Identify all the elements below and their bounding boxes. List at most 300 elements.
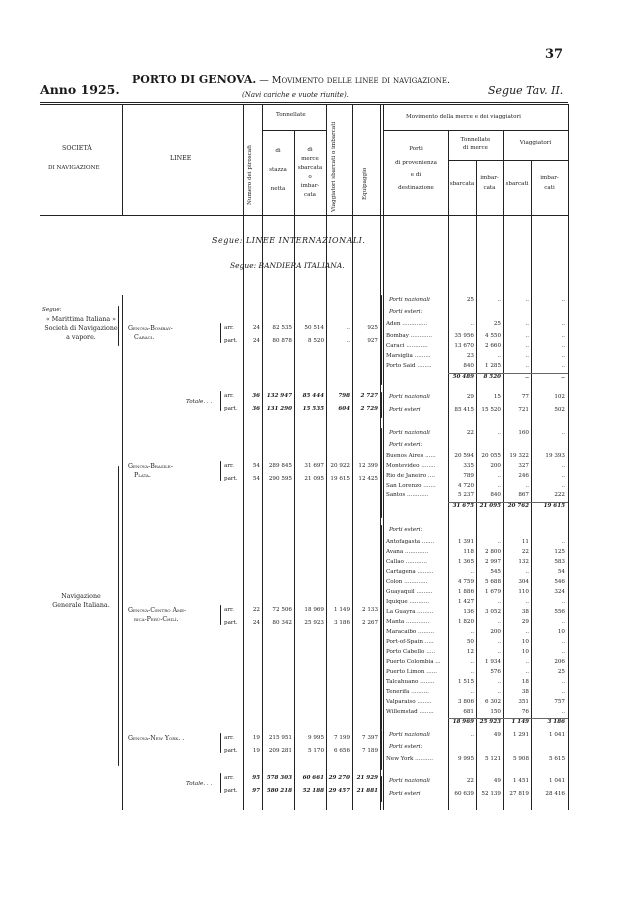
port-cell: 20 055 [481, 453, 501, 459]
line-part-row-cell: 19 615 [330, 476, 350, 482]
line-name-2: Plata. [134, 472, 151, 479]
port-cell: 31 675 [452, 503, 474, 509]
port-cell: 2 997 [484, 559, 501, 565]
port-name: Cartagena ......... [386, 569, 434, 575]
totale-part-row-cell: 15 535 [302, 406, 324, 412]
port-cell: 60 639 [454, 791, 474, 797]
col-sep-6 [352, 104, 353, 810]
table-top-rule [40, 102, 568, 103]
port-cell: .. [525, 569, 529, 575]
port-cell: 4 550 [484, 333, 501, 339]
port-cell: 25 [466, 297, 474, 303]
port-brace [381, 730, 382, 770]
port-name: Porti esteri: [389, 527, 423, 533]
header-equipaggio: Equipaggio [362, 167, 368, 200]
line-name: Genova-New York. . [128, 735, 185, 742]
table-top-rule-2 [40, 104, 568, 105]
header-porti-4: destinazione [398, 185, 434, 191]
port-name: Puerto Limon ...... [386, 669, 437, 675]
port-name: Porti esteri: [389, 309, 423, 315]
port-cell: .. [561, 619, 565, 625]
port-cell: 22 [466, 430, 474, 436]
port-brace [381, 525, 382, 730]
totale-arr-row-label: arr. [224, 775, 234, 781]
header-tonn-merce-1: Tonnellate [460, 137, 491, 143]
line-arr-row-cell: 19 [252, 735, 260, 741]
port-cell: 351 [518, 699, 529, 705]
company-1-line2: « Marittima Italiana » [45, 316, 117, 323]
header-societa: SOCIETÀ [62, 145, 92, 152]
port-cell: 200 [490, 629, 501, 635]
port-cell: 335 [463, 463, 474, 469]
totale-arr-row-cell: 21 929 [356, 775, 378, 781]
port-cell: 1 451 [512, 778, 529, 784]
port-cell: 3 186 [547, 719, 565, 725]
line-part-row-cell: 2 267 [361, 620, 378, 626]
port-cell: .. [470, 732, 474, 738]
port-name: La Guayra ......... [386, 609, 434, 615]
port-cell: 21 095 [479, 503, 501, 509]
port-name: Porti nazionali [389, 778, 430, 784]
port-cell: 721 [518, 407, 529, 413]
section-title-1: Segue: LINEE INTERNAZIONALI. [212, 236, 366, 245]
port-cell: .. [561, 297, 565, 303]
port-cell: 206 [554, 659, 565, 665]
line-part-row-cell: 209 281 [268, 748, 292, 754]
port-cell: 132 [518, 559, 529, 565]
port-cell: 304 [518, 579, 529, 585]
port-cell: 9 995 [457, 756, 474, 762]
port-brace [381, 295, 382, 385]
port-cell: .. [561, 321, 565, 327]
line-part-row-cell: 12 425 [358, 476, 378, 482]
port-name: New York .......... [386, 756, 433, 762]
port-cell: 5 615 [548, 756, 565, 762]
port-cell: .. [470, 659, 474, 665]
port-cell: .. [497, 297, 501, 303]
port-cell: 1 365 [457, 559, 474, 565]
header-sbarcati: sbarcati [505, 181, 529, 187]
line-part-row-cell: 80 342 [272, 620, 292, 626]
line-arr-row-label: arr. [224, 735, 234, 741]
line-part-row-cell: 80 878 [272, 338, 292, 344]
anno-label: Anno 1925. [40, 82, 120, 97]
port-cell: .. [497, 430, 501, 436]
totale-arr-row-cell: 2 727 [360, 393, 378, 399]
totale-part-row-cell: 604 [338, 406, 350, 412]
port-cell: 681 [463, 709, 474, 715]
port-cell: .. [561, 679, 565, 685]
port-cell: 20 594 [454, 453, 474, 459]
header-porti-2: di provenienza [395, 160, 437, 166]
line-brace [220, 605, 221, 625]
port-cell: 29 [521, 619, 529, 625]
port-cell: 222 [554, 492, 565, 498]
port-cell: .. [525, 297, 529, 303]
totale-label: Totale. . . [186, 399, 213, 405]
port-name: Porto Said ........ [386, 363, 432, 369]
line-part-row-label: part. [224, 620, 238, 626]
submerce-rule [448, 160, 568, 161]
port-cell: 50 [466, 639, 474, 645]
port-cell: 10 [521, 639, 529, 645]
totale-arr-row-cell: 85 444 [302, 393, 324, 399]
line-name: Genova-Centro Ame- [128, 607, 187, 614]
totale-part-row-cell: 29 457 [328, 788, 350, 794]
totale-part-row-cell: 131 290 [266, 406, 292, 412]
line-name-2: rica-Perù-Chilì. [134, 616, 179, 623]
section-title-2: Segue: BANDIERA ITALIANA. [230, 261, 345, 270]
port-name: Porti nazionali [389, 394, 430, 400]
line-arr-row-cell: 50 514 [304, 325, 324, 331]
port-cell: 136 [463, 609, 474, 615]
line-arr-row-cell: 9 995 [307, 735, 324, 741]
port-cell: .. [497, 483, 501, 489]
port-cell: 1 041 [548, 778, 565, 784]
subtotal-rule [448, 502, 568, 503]
port-cell: 49 [493, 732, 501, 738]
port-name: Porti nazionali [389, 732, 430, 738]
port-cell: 125 [554, 549, 565, 555]
port-cell: 576 [490, 669, 501, 675]
line-arr-row-label: arr. [224, 325, 234, 331]
port-cell: 25 [557, 669, 565, 675]
port-cell: .. [561, 343, 565, 349]
line-brace [220, 323, 221, 343]
port-cell: .. [497, 599, 501, 605]
port-cell: 3 052 [484, 609, 501, 615]
line-part-row-cell: .. [346, 338, 350, 344]
line-name-2: Caraci. [134, 334, 155, 341]
totale-part-row-cell: 580 218 [266, 788, 292, 794]
header-merce-5: imbar- [300, 183, 320, 189]
port-cell: 11 [521, 539, 529, 545]
header-movimento: Movimento della merce e dei viaggiatori [406, 114, 521, 120]
port-name: Maracaibo ......... [386, 629, 435, 635]
port-cell: 29 [466, 394, 474, 400]
port-name: San Lorenzo ....... [386, 483, 436, 489]
line-arr-row-cell: 22 [252, 607, 260, 613]
port-cell: .. [470, 569, 474, 575]
line-brace [220, 733, 221, 753]
port-cell: .. [497, 679, 501, 685]
totale-arr-row-cell: 29 270 [328, 775, 350, 781]
port-cell: 789 [463, 473, 474, 479]
header-stazza-2: stazza [269, 167, 287, 173]
line-arr-row-cell: 289 845 [268, 463, 292, 469]
port-cell: 118 [463, 549, 474, 555]
port-cell: 5 237 [457, 492, 474, 498]
line-part-row-cell: 8 520 [307, 338, 324, 344]
port-cell: .. [525, 343, 529, 349]
port-name: Antofagasta ....... [386, 539, 435, 545]
port-cell: .. [525, 669, 529, 675]
port-cell: 110 [518, 589, 529, 595]
totale-label: Totale. . . [186, 781, 213, 787]
company-1-segue: Segue: [42, 307, 62, 313]
port-cell: .. [561, 639, 565, 645]
port-cell: .. [561, 599, 565, 605]
totale-arr-row-cell: 36 [252, 393, 260, 399]
port-cell: .. [525, 333, 529, 339]
totale-arr-row-label: arr. [224, 393, 234, 399]
port-cell: 38 [521, 609, 529, 615]
port-cell: 50 489 [452, 374, 474, 380]
port-cell: 27 819 [509, 791, 529, 797]
header-merce-1: di [307, 147, 313, 153]
port-name: Bombay ............ [386, 333, 432, 339]
port-cell: .. [561, 473, 565, 479]
port-cell: 1 041 [548, 732, 565, 738]
port-cell: .. [497, 473, 501, 479]
port-cell: 12 [466, 649, 474, 655]
line-arr-row-cell: 24 [252, 325, 260, 331]
port-cell: 1 427 [457, 599, 474, 605]
col-sep-12 [568, 104, 569, 810]
line-part-row-cell: 3 186 [333, 620, 350, 626]
port-cell: 76 [521, 709, 529, 715]
header-stazza-3: netta [270, 186, 286, 192]
title-main: PORTO DI GENOVA. [132, 73, 257, 86]
header-viaggiatori-vert: Viaggiatori sbarcati o imbarcati [331, 121, 337, 212]
header-di-navigazione: DI NAVIGAZIONE [48, 165, 100, 171]
port-name: Manta ............. [386, 619, 430, 625]
page-title [132, 73, 450, 86]
header-imbarcata-1: imbar- [480, 175, 499, 181]
company-2-brace [118, 466, 119, 766]
totale-brace [220, 391, 221, 411]
line-arr-row-cell: 215 951 [268, 735, 292, 741]
port-name: Santos ............ [386, 492, 429, 498]
port-cell: 10 [521, 649, 529, 655]
port-cell: .. [525, 321, 529, 327]
totale-brace [220, 773, 221, 793]
totale-arr-row-cell: 95 [252, 775, 260, 781]
port-name: Colon ............. [386, 579, 428, 585]
port-cell: 3 806 [457, 699, 474, 705]
line-arr-row-cell: 2 133 [361, 607, 378, 613]
port-cell: 13 670 [454, 343, 474, 349]
port-cell: 85 415 [454, 407, 474, 413]
port-cell: 150 [490, 709, 501, 715]
port-name: Callao ............ [386, 559, 428, 565]
port-cell: 28 416 [545, 791, 565, 797]
port-cell: .. [497, 639, 501, 645]
port-cell: .. [497, 353, 501, 359]
port-name: Puerto Colombia ... [386, 659, 441, 665]
port-cell: .. [561, 539, 565, 545]
port-cell: 2 660 [484, 343, 501, 349]
line-part-row-label: part. [224, 338, 238, 344]
port-cell: 77 [521, 394, 529, 400]
port-cell: .. [525, 629, 529, 635]
col-sep-4 [294, 130, 295, 810]
header-tonnellate: Tonnellate [276, 112, 306, 118]
totale-part-row-label: part. [224, 788, 238, 794]
col-sep-3 [262, 104, 263, 810]
port-cell: 102 [554, 394, 565, 400]
port-name: Porti nazionali [389, 430, 430, 436]
port-cell: 546 [554, 579, 565, 585]
line-part-row-cell: 25 923 [304, 620, 324, 626]
port-cell: .. [470, 321, 474, 327]
port-cell: 1 285 [484, 363, 501, 369]
line-part-row-cell: 6 656 [333, 748, 350, 754]
port-cell: 246 [518, 473, 529, 479]
port-cell: 6 302 [484, 699, 501, 705]
port-cell: 35 956 [454, 333, 474, 339]
header-linee: LINEE [170, 155, 192, 162]
port-cell: .. [470, 689, 474, 695]
line-arr-row-cell: 82 535 [272, 325, 292, 331]
port-name: Talcahuano ........ [386, 679, 435, 685]
page-number: 37 [545, 47, 564, 62]
line-part-row-cell: 54 [252, 476, 260, 482]
port-cell: .. [525, 659, 529, 665]
port-cell: 22 [521, 549, 529, 555]
port-cell: 2 800 [484, 549, 501, 555]
segue-tav: Segue Tav. II. [488, 84, 564, 97]
line-part-row-cell: 290 595 [268, 476, 292, 482]
port-cell: 1 291 [512, 732, 529, 738]
totale-arr-row-cell: 798 [338, 393, 350, 399]
port-name: Willemstad ........ [386, 709, 434, 715]
port-cell: 5 908 [512, 756, 529, 762]
line-arr-row-cell: 18 969 [304, 607, 324, 613]
header-porti-3: e di [410, 172, 422, 178]
port-cell: 8 520 [483, 374, 501, 380]
totale-part-row-cell: 36 [252, 406, 260, 412]
col-sep-1b [122, 295, 123, 810]
line-part-row-cell: 21 095 [304, 476, 324, 482]
port-cell: 25 923 [479, 719, 501, 725]
port-cell: 200 [490, 463, 501, 469]
port-cell: 22 [466, 778, 474, 784]
line-part-row-cell: 5 170 [307, 748, 324, 754]
port-cell: 4 720 [457, 483, 474, 489]
port-cell: 840 [463, 363, 474, 369]
port-cell: 757 [554, 699, 565, 705]
subtotal-rule [448, 718, 568, 719]
port-cell: .. [525, 363, 529, 369]
port-cell: 25 [493, 321, 501, 327]
port-cell: 1 886 [457, 589, 474, 595]
totale-part-row-cell: 2 729 [360, 406, 378, 412]
port-name: Caraci ............ [386, 343, 428, 349]
port-name: Guayaquil ......... [386, 589, 433, 595]
port-cell: .. [561, 483, 565, 489]
line-arr-row-cell: 925 [367, 325, 378, 331]
line-arr-row-cell: 31 697 [304, 463, 324, 469]
totale-part-row-cell: 97 [252, 788, 260, 794]
company-1-line3: Società di Navigazione [44, 325, 118, 332]
header-merce-6: cata [303, 192, 317, 198]
line-part-row-cell: 19 [252, 748, 260, 754]
port-name: Avana ............. [386, 549, 429, 555]
line-name: Genova-Bombay- [128, 325, 173, 332]
port-cell: .. [497, 649, 501, 655]
port-name: Marsiglia ......... [386, 353, 431, 359]
company-2-line2: Generale Italiana. [52, 602, 110, 609]
port-name: Porti esteri [389, 407, 421, 413]
port-cell: 19 393 [545, 453, 565, 459]
company-1-line4: a vapore. [66, 334, 96, 341]
port-cell: 1 149 [511, 719, 529, 725]
port-cell: 4 759 [457, 579, 474, 585]
port-name: Valparaiso ........ [386, 699, 432, 705]
port-cell: .. [470, 669, 474, 675]
header-imbarcata-2: cata [483, 185, 496, 191]
port-cell: 1 679 [484, 589, 501, 595]
port-name: Porto Cabello ..... [386, 649, 436, 655]
col-sep-5 [326, 104, 327, 810]
port-name: Aden .............. [386, 321, 428, 327]
port-cell: 1 515 [457, 679, 474, 685]
totale-part-row-label: part. [224, 406, 238, 412]
col-sep-1 [122, 104, 123, 215]
company-1-brace [118, 306, 119, 346]
port-cell: .. [561, 689, 565, 695]
port-name: Porti nazionali [389, 297, 430, 303]
totale-arr-row-cell: 132 947 [266, 393, 292, 399]
port-cell: 160 [518, 430, 529, 436]
header-bottom-rule [40, 215, 568, 216]
port-cell: .. [525, 599, 529, 605]
port-name: Buenos Aires ...... [386, 453, 436, 459]
port-cell: 1 820 [457, 619, 474, 625]
header-sbarcata: sbarcata [449, 181, 475, 187]
port-cell: .. [470, 629, 474, 635]
line-part-row-label: part. [224, 748, 238, 754]
port-cell: 54 [557, 569, 565, 575]
line-name: Genova-Brasile- [128, 463, 173, 470]
header-merce-3: sbarcata [297, 165, 323, 171]
totale-arr-row-cell: 578 303 [266, 775, 292, 781]
port-cell: .. [561, 463, 565, 469]
totale-part-row-cell: 21 881 [356, 788, 378, 794]
line-arr-row-cell: 7 397 [361, 735, 378, 741]
port-cell: .. [561, 363, 565, 369]
port-brace [381, 392, 382, 418]
line-part-row-cell: 927 [367, 338, 378, 344]
totale-arr-row-cell: 60 661 [302, 775, 324, 781]
port-cell: 52 139 [481, 791, 501, 797]
port-cell: .. [525, 374, 529, 380]
port-name: Porti esteri: [389, 744, 423, 750]
port-cell: 583 [554, 559, 565, 565]
port-cell: 15 520 [481, 407, 501, 413]
line-arr-row-cell: .. [346, 325, 350, 331]
port-cell: 18 [521, 679, 529, 685]
port-name: Tenerifa .......... [386, 689, 429, 695]
line-arr-row-cell: 54 [252, 463, 260, 469]
port-cell: 545 [490, 569, 501, 575]
line-arr-row-label: arr. [224, 463, 234, 469]
movimento-rule [383, 130, 568, 131]
port-cell: .. [497, 539, 501, 545]
port-name: Porti esteri [389, 791, 421, 797]
port-cell: .. [497, 689, 501, 695]
port-cell: 19 615 [543, 503, 565, 509]
header-stazza-1: di [275, 148, 281, 154]
header-viaggiatori: Viaggiatori [519, 140, 552, 146]
port-name: Rio de Janeiro .... [386, 473, 436, 479]
header-merce-2: merce [301, 156, 319, 162]
header-imbarcati-2: cati [544, 185, 555, 191]
port-cell: 867 [518, 492, 529, 498]
totale-part-row-cell: 52 188 [302, 788, 324, 794]
header-imbarcati-1: imbar- [540, 175, 559, 181]
